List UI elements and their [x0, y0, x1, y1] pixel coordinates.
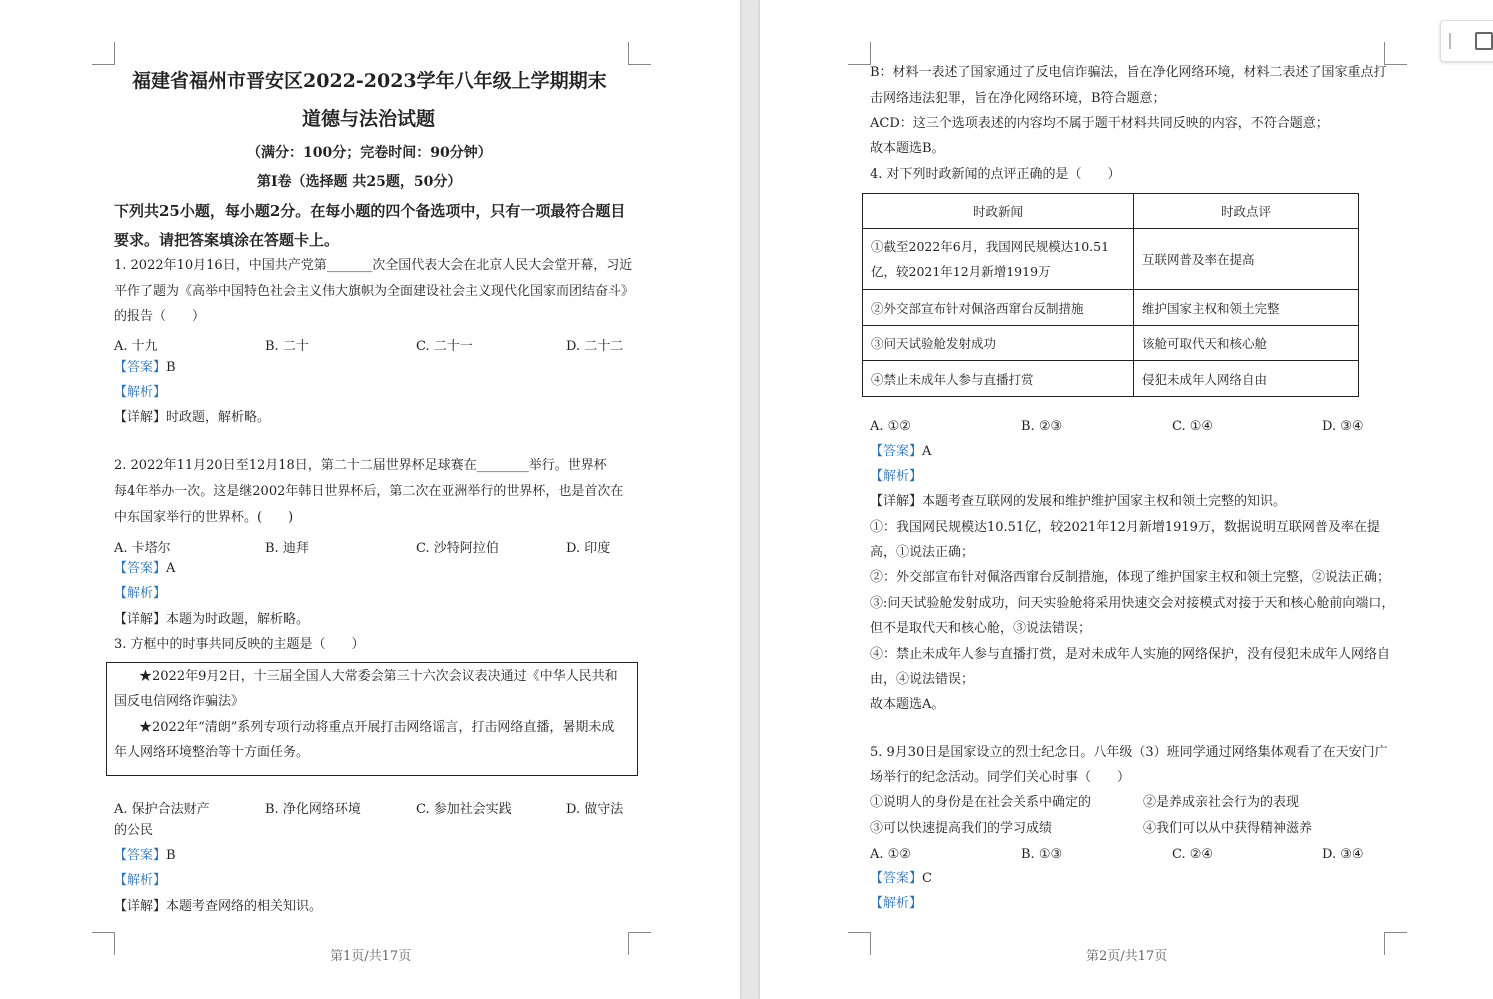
q3-explanation: 击网络违法犯罪，旨在净化网络环境，B符合题意； — [870, 91, 1166, 106]
q1-option-a: A. 十九 — [114, 339, 158, 354]
q4-conclusion: 故本题选A。 — [870, 697, 945, 712]
document-page-1 — [0, 0, 740, 999]
q2-option-d: D. 印度 — [566, 541, 611, 556]
q3-box-text: 国反电信网络诈骗法》 — [114, 694, 245, 709]
table-cell-comment: 维护国家主权和领土完整 — [1134, 290, 1359, 326]
floating-toolbar[interactable] — [1440, 20, 1493, 62]
q1-option-c: C. 二十一 — [416, 339, 473, 354]
table-cell-comment: 互联网普及率在提高 — [1134, 229, 1359, 290]
q4-option-d: D. ③④ — [1322, 419, 1364, 434]
table-cell-comment: 该舱可取代天和核心舱 — [1134, 326, 1359, 361]
q3-box-text: 年人网络环境整治等十方面任务。 — [114, 745, 310, 760]
answer-label: 【答案】 — [870, 871, 923, 886]
q3-option-wrap: 的公民 — [114, 823, 154, 838]
q4-explanation: ②：外交部宣布针对佩洛西窜台反制措施，体现了维护国家主权和领土完整，②说法正确； — [870, 570, 1391, 585]
instruction-line2: 要求。请把答案填涂在答题卡上。 — [114, 231, 340, 249]
page-corner-mark — [92, 42, 115, 65]
q3-answer — [114, 843, 176, 869]
q1-text: 平作了题为《高举中国特色社会主义伟大旗帜为全面建设社会主义现代化国家而团结奋斗》 — [114, 284, 635, 299]
page-corner-mark — [628, 42, 651, 65]
q2-text: 每4年举办一次。这是继2002年韩日世界杯后，第二次在亚洲举行的世界杯，也是首次在 — [114, 484, 624, 499]
cell-text: 亿，较2021年12月新增1919万 — [871, 264, 1051, 279]
q3-option-c: C. 参加社会实践 — [416, 802, 512, 817]
q4-text: 4. 对下列时政新闻的点评正确的是（ ） — [870, 167, 1121, 182]
q4-explanation: ④：禁止未成年人参与直播打赏，是对未成年人实施的网络保护，没有侵犯未成年人网络自 — [870, 647, 1391, 662]
q3-box-text: ★2022年9月2日，十三届全国人大常委会第三十六次会议表决通过《中华人民共和 — [139, 669, 618, 684]
q1-answer — [114, 355, 176, 381]
q3-option-b: B. 净化网络环境 — [265, 802, 361, 817]
section-heading: 第Ⅰ卷（选择题 共25题，50分） — [257, 174, 462, 190]
q4-explanation: ③:问天试验舱发射成功，问天实验舱将采用快速交会对接模式对接于天和核心舱前向端口， — [870, 596, 1395, 611]
q5-text: 场举行的纪念活动。同学们关心时事（ ） — [870, 770, 1131, 785]
document-title-line1: 福建省福州市晋安区2022-2023学年八年级上学期期末 — [132, 70, 607, 92]
answer-value: A — [922, 444, 932, 459]
q3-material-box — [106, 662, 638, 776]
q5-answer — [870, 866, 932, 892]
q1-option-d: D. 二十二 — [566, 339, 624, 354]
table-row — [863, 290, 1359, 326]
table-row — [863, 229, 1359, 290]
q3-option-a: A. 保护合法财产 — [114, 802, 210, 817]
document-page-2 — [760, 0, 1493, 999]
document-title-line2: 道德与法治试题 — [302, 108, 436, 130]
q3-detail: 【详解】本题考查网络的相关知识。 — [114, 899, 323, 914]
table-row — [863, 361, 1359, 397]
table-row — [863, 326, 1359, 361]
fullscreen-icon[interactable] — [1475, 32, 1493, 50]
page-corner-mark — [628, 932, 651, 955]
q4-explanation: ①：我国网民规模达10.51亿，较2021年12月新增1919万，数据说明互联网普及率在提 — [870, 520, 1380, 535]
q3-option-d: D. 做守法 — [566, 802, 624, 817]
q2-analysis-label: 【解析】 — [114, 586, 167, 601]
q4-explanation: 由，④说法错误； — [870, 672, 975, 687]
q5-item: ①说明人的身份是在社会关系中确定的 — [870, 795, 1092, 810]
answer-value: C — [922, 871, 932, 886]
cell-text: ①截至2022年6月，我国网民规模达10.51 — [871, 239, 1110, 254]
page-corner-mark — [1384, 42, 1407, 65]
answer-label: 【答案】 — [114, 561, 167, 576]
q5-item: ③可以快速提高我们的学习成绩 — [870, 821, 1053, 836]
q5-option-c: C. ②④ — [1172, 847, 1214, 862]
page-corner-mark — [1384, 932, 1407, 955]
score-info: （满分：100分；完卷时间：90分钟） — [247, 145, 492, 161]
table-cell-news — [863, 229, 1134, 290]
q1-option-b: B. 二十 — [265, 339, 309, 354]
q5-item: ②是养成亲社会行为的表现 — [1143, 795, 1300, 810]
q4-option-b: B. ②③ — [1021, 419, 1063, 434]
table-header-row — [863, 194, 1359, 229]
q4-option-a: A. ①② — [870, 419, 911, 434]
table-cell-news: ④禁止未成年人参与直播打赏 — [863, 361, 1134, 397]
page-footer: 第2页/共17页 — [1086, 949, 1168, 964]
q1-analysis-label: 【解析】 — [114, 385, 167, 400]
q1-text: 的报告（ ） — [114, 309, 206, 324]
q4-explanation: 但不是取代天和核心舱，③说法错误； — [870, 621, 1092, 636]
q2-text: 2. 2022年11月20日至12月18日，第二十二届世界杯足球赛在________举行。世界杯 — [114, 458, 607, 473]
q3-explanation: ACD：这三个选项表述的内容均不属于题干材料共同反映的内容，不符合题意； — [870, 116, 1329, 131]
q3-analysis-label: 【解析】 — [114, 873, 167, 888]
q5-text: 5. 9月30日是国家设立的烈士纪念日。八年级（3）班同学通过网络集体观看了在天安门广 — [870, 745, 1388, 760]
q2-option-c: C. 沙特阿拉伯 — [416, 541, 499, 556]
table-cell-news: ③问天试验舱发射成功 — [863, 326, 1134, 361]
answer-value: A — [166, 561, 176, 576]
q4-analysis-label: 【解析】 — [870, 469, 923, 484]
page-footer: 第1页/共17页 — [330, 949, 412, 964]
q4-option-c: C. ①④ — [1172, 419, 1214, 434]
q1-text: 1. 2022年10月16日，中国共产党第_______次全国代表大会在北京人民大会堂开幕，习近 — [114, 258, 633, 273]
q4-explanation: 高，①说法正确； — [870, 545, 975, 560]
answer-label: 【答案】 — [870, 444, 923, 459]
answer-label: 【答案】 — [114, 360, 167, 375]
q5-option-d: D. ③④ — [1322, 847, 1364, 862]
q3-box-text: ★2022年“清朗”系列专项行动将重点开展打击网络谣言，打击网络直播，暑期未成 — [139, 720, 615, 735]
q2-answer — [114, 556, 175, 582]
table-cell-comment: 侵犯未成年人网络自由 — [1134, 361, 1359, 397]
q2-detail: 【详解】本题为时政题，解析略。 — [114, 612, 310, 627]
table-header-cell: 时政点评 — [1134, 194, 1359, 229]
q5-option-b: B. ①③ — [1021, 847, 1063, 862]
q3-explanation: B：材料一表述了国家通过了反电信诈骗法，旨在净化网络环境，材料二表述了国家重点打 — [870, 65, 1387, 80]
toolbar-divider — [1449, 33, 1451, 49]
q3-conclusion: 故本题选B。 — [870, 141, 945, 156]
q3-text: 3. 方框中的时事共同反映的主题是（ ） — [114, 637, 365, 652]
page-corner-mark — [92, 932, 115, 955]
page-corner-mark — [848, 42, 871, 65]
page-corner-mark — [848, 932, 871, 955]
q4-detail: 【详解】本题考查互联网的发展和维护维护国家主权和领土完整的知识。 — [870, 494, 1287, 509]
q5-item: ④我们可以从中获得精神滋养 — [1143, 821, 1313, 836]
q2-option-b: B. 迪拜 — [265, 541, 309, 556]
table-header-cell: 时政新闻 — [863, 194, 1134, 229]
q5-option-a: A. ①② — [870, 847, 911, 862]
q2-option-a: A. 卡塔尔 — [114, 541, 171, 556]
q2-text: 中东国家举行的世界杯。( ) — [114, 510, 294, 525]
q4-news-table — [862, 193, 1359, 397]
table-cell-news: ②外交部宣布针对佩洛西窜台反制措施 — [863, 290, 1134, 326]
answer-label: 【答案】 — [114, 848, 167, 863]
instruction-line1: 下列共25小题，每小题2分。在每小题的四个备选项中，只有一项最符合题目 — [114, 202, 626, 220]
q5-analysis-label: 【解析】 — [870, 896, 923, 911]
q1-detail: 【详解】时政题，解析略。 — [114, 410, 271, 425]
q4-answer — [870, 439, 931, 465]
answer-value: B — [166, 848, 176, 863]
answer-value: B — [166, 360, 176, 375]
